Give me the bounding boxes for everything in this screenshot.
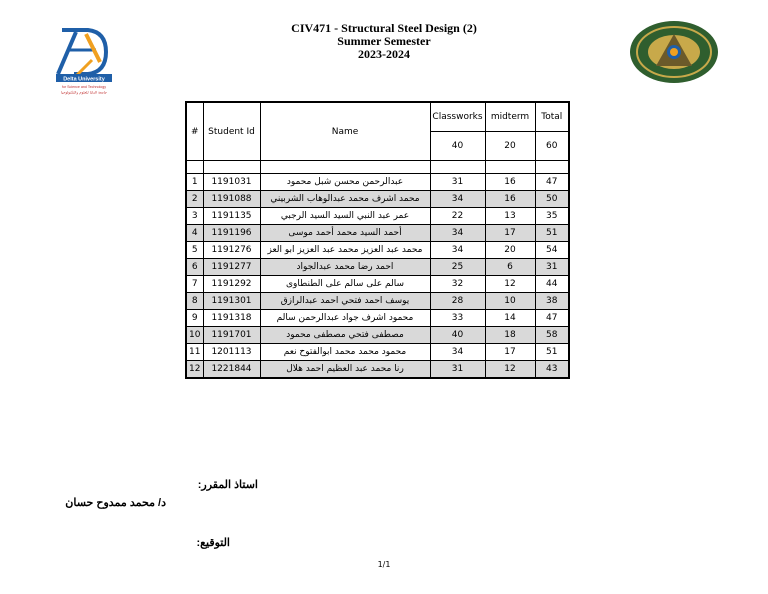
col-id-header: Student Id — [203, 102, 260, 161]
student-name: يوسف احمد فتحي احمد عبدالرازق — [260, 293, 430, 310]
midterm-score: 6 — [485, 259, 535, 276]
student-name: مصطفى فتحي مصطفى محمود — [260, 327, 430, 344]
signature-label: التوقيع: — [196, 537, 230, 549]
university-seal — [628, 20, 720, 84]
total-score: 54 — [535, 242, 569, 259]
logo-line2: for Science and Technology — [61, 85, 107, 89]
grade-rows — [186, 174, 569, 379]
student-name: عبدالرحمن محسن شبل محمود — [260, 174, 430, 191]
total-score: 44 — [535, 276, 569, 293]
row-number: 3 — [186, 208, 203, 225]
midterm-score: 16 — [485, 174, 535, 191]
col-classworks-header: Classworks — [430, 102, 485, 132]
total-score: 47 — [535, 174, 569, 191]
total-score: 50 — [535, 191, 569, 208]
classworks-score: 34 — [430, 344, 485, 361]
delta-university-logo — [48, 20, 120, 98]
table-row — [186, 225, 569, 242]
classworks-score: 34 — [430, 242, 485, 259]
student-name: سالم على سالم على الطنطاوى — [260, 276, 430, 293]
midterm-score: 12 — [485, 361, 535, 379]
table-row — [186, 344, 569, 361]
table-row — [186, 293, 569, 310]
row-number: 4 — [186, 225, 203, 242]
total-score: 58 — [535, 327, 569, 344]
row-number: 7 — [186, 276, 203, 293]
logo-line1: Delta University — [63, 76, 105, 83]
max-classworks: 40 — [430, 132, 485, 161]
student-id: 1191135 — [203, 208, 260, 225]
student-id: 1191196 — [203, 225, 260, 242]
col-name-header: Name — [260, 102, 430, 161]
row-number: 9 — [186, 310, 203, 327]
student-name: محمد عبد العزيز محمد عبد العزيز ابو العز — [260, 242, 430, 259]
total-score: 51 — [535, 225, 569, 242]
midterm-score: 12 — [485, 276, 535, 293]
row-number: 11 — [186, 344, 203, 361]
instructor-name: د/ محمد ممدوح حسان — [65, 497, 166, 509]
student-name: رنا محمد عبد العظيم احمد هلال — [260, 361, 430, 379]
student-id: 1191031 — [203, 174, 260, 191]
classworks-score: 40 — [430, 327, 485, 344]
max-total: 60 — [535, 132, 569, 161]
table-row — [186, 191, 569, 208]
total-score: 47 — [535, 310, 569, 327]
col-midterm-header: midterm — [485, 102, 535, 132]
midterm-score: 10 — [485, 293, 535, 310]
student-name: عمر عبد النبي السيد السيد الرجبي — [260, 208, 430, 225]
student-id: 1221844 — [203, 361, 260, 379]
table-header-row — [186, 102, 569, 132]
student-name: أحمد السيد محمد أحمد موسى — [260, 225, 430, 242]
logo-line3: جامعة الدلتا للعلوم والتكنولوجيا — [60, 90, 108, 95]
midterm-score: 17 — [485, 225, 535, 242]
classworks-score: 31 — [430, 174, 485, 191]
classworks-score: 22 — [430, 208, 485, 225]
student-id: 1191088 — [203, 191, 260, 208]
classworks-score: 32 — [430, 276, 485, 293]
student-id: 1191292 — [203, 276, 260, 293]
course-title: CIV471 - Structural Steel Design (2) — [291, 21, 477, 35]
total-score: 51 — [535, 344, 569, 361]
max-midterm: 20 — [485, 132, 535, 161]
grades-table — [185, 101, 570, 379]
midterm-score: 13 — [485, 208, 535, 225]
table-row — [186, 242, 569, 259]
midterm-score: 18 — [485, 327, 535, 344]
student-name: احمد رضا محمد عبدالجواد — [260, 259, 430, 276]
table-row — [186, 361, 569, 379]
student-name: محمود محمد محمد ابوالفتوح نعم — [260, 344, 430, 361]
student-id: 1191318 — [203, 310, 260, 327]
document-header — [250, 22, 518, 61]
row-number: 8 — [186, 293, 203, 310]
table-row — [186, 208, 569, 225]
table-row — [186, 174, 569, 191]
table-row — [186, 327, 569, 344]
total-score: 38 — [535, 293, 569, 310]
academic-year: 2023-2024 — [358, 47, 410, 61]
table-row — [186, 310, 569, 327]
classworks-score: 33 — [430, 310, 485, 327]
row-number: 10 — [186, 327, 203, 344]
classworks-score: 28 — [430, 293, 485, 310]
total-score: 31 — [535, 259, 569, 276]
midterm-score: 14 — [485, 310, 535, 327]
midterm-score: 16 — [485, 191, 535, 208]
student-id: 1191276 — [203, 242, 260, 259]
student-id: 1191277 — [203, 259, 260, 276]
col-total-header: Total — [535, 102, 569, 132]
student-name: محمود اشرف جواد عبدالرحمن سالم — [260, 310, 430, 327]
student-id: 1191301 — [203, 293, 260, 310]
university-logo-icon — [48, 20, 120, 98]
table-spacer-row — [186, 161, 569, 174]
classworks-score: 25 — [430, 259, 485, 276]
table-row — [186, 276, 569, 293]
table-row — [186, 259, 569, 276]
semester-label: Summer Semester — [337, 34, 431, 48]
classworks-score: 34 — [430, 225, 485, 242]
row-number: 1 — [186, 174, 203, 191]
student-name: محمد اشرف محمد عبدالوهاب الشربيني — [260, 191, 430, 208]
row-number: 6 — [186, 259, 203, 276]
midterm-score: 17 — [485, 344, 535, 361]
col-num-header: # — [186, 102, 203, 161]
row-number: 5 — [186, 242, 203, 259]
total-score: 35 — [535, 208, 569, 225]
classworks-score: 31 — [430, 361, 485, 379]
row-number: 12 — [186, 361, 203, 379]
classworks-score: 34 — [430, 191, 485, 208]
instructor-label: استاذ المقرر: — [197, 479, 258, 491]
total-score: 43 — [535, 361, 569, 379]
page-number: 1/1 — [377, 560, 391, 569]
student-id: 1201113 — [203, 344, 260, 361]
midterm-score: 20 — [485, 242, 535, 259]
seal-icon — [628, 20, 720, 84]
student-id: 1191701 — [203, 327, 260, 344]
row-number: 2 — [186, 191, 203, 208]
